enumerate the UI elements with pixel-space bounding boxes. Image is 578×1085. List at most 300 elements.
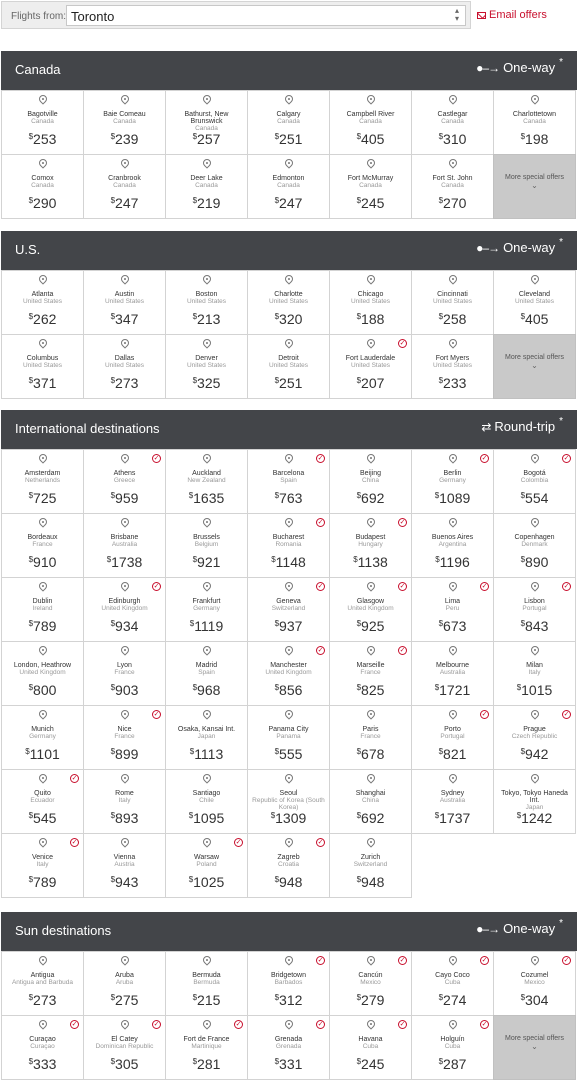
destination-card[interactable] <box>165 641 248 706</box>
destination-country: France <box>114 669 135 676</box>
price-amount: 959 <box>115 490 139 506</box>
currency-symbol: $ <box>192 196 198 205</box>
destination-price <box>330 195 411 211</box>
city-name: Charlottetown <box>512 111 557 118</box>
destination-country: Canada <box>441 182 464 189</box>
section-canada <box>1 51 577 218</box>
destination-card[interactable] <box>165 334 248 399</box>
more-special-offers-button[interactable] <box>493 334 576 399</box>
price-amount: 1148 <box>275 554 306 570</box>
price-amount: 1095 <box>193 810 225 826</box>
currency-symbol: $ <box>435 555 440 564</box>
destination-country: Martinique <box>191 1043 222 1050</box>
destination-city <box>168 111 245 132</box>
location-pin-icon <box>119 157 130 168</box>
price-amount: 273 <box>115 375 139 391</box>
trip-type <box>481 416 563 434</box>
destination-city <box>332 790 409 804</box>
location-pin-icon <box>37 708 48 719</box>
destination-price <box>2 131 83 147</box>
destination-price <box>84 554 165 570</box>
destination-card[interactable] <box>1 1015 84 1080</box>
destination-country: France <box>32 541 53 548</box>
destination-price <box>166 554 247 570</box>
destination-card[interactable] <box>247 641 330 706</box>
destination-card[interactable] <box>165 705 248 770</box>
destination-card[interactable] <box>411 641 494 706</box>
destination-country: France <box>360 669 381 676</box>
destination-country: Dominican Republic <box>95 1043 154 1050</box>
destination-card[interactable] <box>1 270 84 335</box>
destination-city <box>496 972 573 986</box>
destination-card[interactable] <box>165 513 248 578</box>
destination-card[interactable] <box>493 513 576 578</box>
destination-card[interactable] <box>411 1015 494 1080</box>
section-us <box>1 231 577 398</box>
special-offer-icon: ✓ <box>317 455 324 462</box>
price-amount: 207 <box>361 375 385 391</box>
destination-country: Netherlands <box>24 477 61 484</box>
destination-country: United States <box>186 298 227 305</box>
destination-price <box>166 311 247 327</box>
select-arrows-icon: ▴ ▾ <box>454 6 459 23</box>
destination-city <box>4 470 81 484</box>
destination-card[interactable] <box>247 334 330 399</box>
destination-city <box>496 598 573 612</box>
destination-country: Colombia <box>520 477 549 484</box>
email-offers-link[interactable] <box>477 9 547 21</box>
destination-card[interactable] <box>83 1015 166 1080</box>
destination-card[interactable] <box>83 641 166 706</box>
currency-symbol: $ <box>520 555 526 564</box>
destination-city <box>414 470 491 484</box>
location-pin-icon <box>447 772 458 783</box>
price-amount: 1025 <box>193 874 225 890</box>
currency-symbol: $ <box>516 683 522 692</box>
destination-card[interactable] <box>83 90 166 155</box>
destination-city <box>332 726 409 740</box>
more-special-offers-button[interactable] <box>493 154 576 219</box>
destination-country: Republic of Korea (South Korea) <box>252 797 325 811</box>
destination-card[interactable] <box>411 154 494 219</box>
destination-card[interactable] <box>493 90 576 155</box>
destination-country: New Zealand <box>187 477 226 484</box>
destination-price <box>330 1056 411 1072</box>
destination-price <box>330 746 411 762</box>
destination-card[interactable] <box>493 705 576 770</box>
destination-price <box>494 311 575 327</box>
currency-symbol: $ <box>28 683 34 692</box>
destination-price <box>330 874 411 890</box>
destination-card[interactable] <box>329 1015 412 1080</box>
destination-price <box>248 375 329 391</box>
destination-card[interactable] <box>1 577 84 642</box>
destination-price <box>2 682 83 698</box>
destination-card[interactable] <box>83 449 166 514</box>
destination-card[interactable] <box>165 270 248 335</box>
destination-price <box>412 746 493 762</box>
destination-card[interactable] <box>83 334 166 399</box>
destination-card[interactable] <box>165 833 248 898</box>
destination-card[interactable] <box>411 577 494 642</box>
price-amount: 910 <box>33 554 57 570</box>
destination-city <box>4 662 81 676</box>
destination-card[interactable] <box>411 951 494 1016</box>
price-amount: 1113 <box>194 746 224 762</box>
location-pin-icon <box>201 273 212 284</box>
destination-card[interactable] <box>83 951 166 1016</box>
location-pin-icon <box>365 273 376 284</box>
destination-price <box>2 311 83 327</box>
location-pin-icon <box>37 954 48 965</box>
destination-price <box>494 810 575 826</box>
price-amount: 405 <box>361 131 385 147</box>
destination-card[interactable] <box>247 154 330 219</box>
price-amount: 1309 <box>275 810 307 826</box>
currency-symbol: $ <box>110 683 116 692</box>
destination-card[interactable] <box>247 769 330 834</box>
destination-price <box>494 746 575 762</box>
destination-card[interactable] <box>329 705 412 770</box>
currency-symbol: $ <box>356 132 362 141</box>
city-name: Glasgow <box>356 598 385 605</box>
destination-card[interactable] <box>247 577 330 642</box>
currency-symbol: $ <box>438 376 444 385</box>
destination-city <box>332 598 409 612</box>
destination-card[interactable] <box>83 705 166 770</box>
destination-city <box>86 291 163 305</box>
destination-card[interactable] <box>411 769 494 834</box>
destination-card[interactable] <box>1 449 84 514</box>
destination-price <box>166 874 247 890</box>
location-pin-icon <box>119 644 130 655</box>
city-name: Nice <box>117 726 132 733</box>
special-offer-icon: ✓ <box>399 647 406 654</box>
destination-price <box>84 490 165 506</box>
destination-card[interactable] <box>493 641 576 706</box>
destination-card[interactable] <box>411 705 494 770</box>
more-offers-label: More special offers <box>504 174 564 181</box>
city-name: Boston <box>195 291 218 298</box>
special-offer-icon: ✓ <box>563 957 570 964</box>
city-name: Bucharest <box>272 534 305 541</box>
destination-card[interactable] <box>1 705 84 770</box>
destination-card[interactable] <box>1 833 84 898</box>
location-pin-icon <box>283 157 294 168</box>
city-name: Copenhagen <box>514 534 555 541</box>
currency-symbol: $ <box>192 376 198 385</box>
destination-card[interactable] <box>247 513 330 578</box>
price-amount: 554 <box>525 490 549 506</box>
destination-city <box>332 470 409 484</box>
section-header <box>1 912 577 951</box>
currency-symbol: $ <box>356 196 362 205</box>
city-name: Fort de France <box>183 1036 230 1043</box>
location-pin-icon <box>283 1018 294 1029</box>
destination-card[interactable] <box>329 334 412 399</box>
currency-symbol: $ <box>274 683 280 692</box>
destination-card[interactable] <box>329 577 412 642</box>
price-amount: 258 <box>443 311 467 327</box>
special-offer-icon: ✓ <box>481 583 488 590</box>
destination-price <box>248 746 329 762</box>
destination-card[interactable] <box>493 449 576 514</box>
origin-select[interactable] <box>66 5 466 26</box>
destination-card[interactable] <box>83 833 166 898</box>
destination-card[interactable] <box>247 1015 330 1080</box>
destination-card[interactable] <box>83 769 166 834</box>
destination-card[interactable] <box>1 513 84 578</box>
currency-symbol: $ <box>110 132 116 141</box>
destination-country: Mexico <box>524 979 545 986</box>
destination-card[interactable] <box>165 951 248 1016</box>
trip-type-label: One-way <box>503 60 556 75</box>
destination-card[interactable] <box>493 270 576 335</box>
destination-country: Japan <box>197 733 216 740</box>
special-offer-icon: ✓ <box>481 711 488 718</box>
destination-card[interactable] <box>329 951 412 1016</box>
destination-card[interactable] <box>411 90 494 155</box>
destination-price <box>84 375 165 391</box>
price-amount: 1101 <box>29 746 60 762</box>
destination-card[interactable] <box>1 334 84 399</box>
city-name: Amsterdam <box>24 470 61 477</box>
price-amount: 233 <box>443 375 467 391</box>
destination-card[interactable] <box>411 513 494 578</box>
destination-city <box>168 534 245 548</box>
trip-type-label: Round-trip <box>494 419 556 434</box>
destination-price <box>248 992 329 1008</box>
destination-card[interactable] <box>165 769 248 834</box>
location-pin-icon <box>37 580 48 591</box>
location-pin-icon <box>119 836 130 847</box>
destination-price <box>166 375 247 391</box>
location-pin-icon <box>447 157 458 168</box>
location-pin-icon <box>119 452 130 463</box>
destination-price <box>412 618 493 634</box>
price-amount: 673 <box>443 618 467 634</box>
location-pin-icon <box>283 93 294 104</box>
currency-symbol: $ <box>520 619 526 628</box>
from-box <box>1 1 471 29</box>
city-name: Santiago <box>192 790 221 797</box>
currency-symbol: $ <box>274 491 280 500</box>
currency-symbol: $ <box>356 875 362 884</box>
destination-card[interactable] <box>247 705 330 770</box>
currency-symbol: $ <box>28 875 34 884</box>
destination-card[interactable] <box>329 270 412 335</box>
destination-card[interactable] <box>493 769 576 834</box>
price-amount: 948 <box>361 874 385 890</box>
city-name: Madrid <box>195 662 218 669</box>
destination-city <box>250 598 327 612</box>
destination-card[interactable] <box>165 90 248 155</box>
destination-country: Chile <box>199 797 214 804</box>
destination-card[interactable] <box>1 769 84 834</box>
destination-city <box>414 972 491 986</box>
destination-card[interactable] <box>411 334 494 399</box>
destination-city <box>250 175 327 189</box>
destination-card[interactable] <box>247 449 330 514</box>
price-amount: 287 <box>443 1056 467 1072</box>
destination-price <box>2 1056 83 1072</box>
special-offer-icon: ✓ <box>153 583 160 590</box>
destination-city <box>496 790 573 811</box>
city-name: Castlegar <box>437 111 468 118</box>
currency-symbol: $ <box>520 312 526 321</box>
destination-city <box>414 355 491 369</box>
destination-card[interactable] <box>247 90 330 155</box>
special-offer-icon: ✓ <box>153 711 160 718</box>
destination-price <box>248 131 329 147</box>
city-name: Edmonton <box>272 175 305 182</box>
origin-value: Toronto <box>71 9 115 24</box>
price-amount: 279 <box>361 992 385 1008</box>
price-amount: 678 <box>361 746 385 762</box>
destination-card[interactable] <box>329 769 412 834</box>
destination-card[interactable] <box>1 90 84 155</box>
destination-price <box>248 490 329 506</box>
chevron-down-icon: ⌄ <box>531 361 538 370</box>
destination-country: Canada <box>31 118 54 125</box>
destination-city <box>86 534 163 548</box>
location-pin-icon <box>447 580 458 591</box>
price-amount: 934 <box>115 618 139 634</box>
destination-card[interactable] <box>83 577 166 642</box>
price-amount: 843 <box>525 618 549 634</box>
section-title: Sun destinations <box>15 923 112 938</box>
destination-city <box>332 1036 409 1050</box>
destination-price <box>412 1056 493 1072</box>
currency-symbol: $ <box>188 875 194 884</box>
destination-card[interactable] <box>411 449 494 514</box>
destination-card[interactable] <box>329 833 412 898</box>
destination-card[interactable] <box>165 154 248 219</box>
city-name: Lyon <box>117 662 132 669</box>
chevron-down-icon: ⌄ <box>531 181 538 190</box>
destination-card[interactable] <box>165 1015 248 1080</box>
destination-price <box>412 195 493 211</box>
destination-country: Canada <box>113 118 136 125</box>
location-pin-icon <box>283 452 294 463</box>
destination-city <box>250 1036 327 1050</box>
city-name: Geneva <box>276 598 301 605</box>
destination-country: Grenada <box>275 1043 302 1050</box>
price-amount: 821 <box>443 746 467 762</box>
destination-card[interactable] <box>83 270 166 335</box>
currency-symbol: $ <box>274 1057 280 1066</box>
destination-city <box>332 291 409 305</box>
destination-country: Canada <box>359 182 382 189</box>
currency-symbol: $ <box>274 196 280 205</box>
destination-card[interactable] <box>1 951 84 1016</box>
destination-country: Canada <box>31 182 54 189</box>
destination-card[interactable] <box>329 513 412 578</box>
destination-price <box>330 375 411 391</box>
destination-card[interactable] <box>247 833 330 898</box>
special-offer-icon: ✓ <box>235 839 242 846</box>
currency-symbol: $ <box>192 312 198 321</box>
special-offer-icon: ✓ <box>317 957 324 964</box>
destination-card[interactable] <box>247 951 330 1016</box>
currency-symbol: $ <box>106 555 112 564</box>
location-pin-icon <box>201 708 212 719</box>
location-pin-icon <box>447 337 458 348</box>
location-pin-icon <box>365 452 376 463</box>
destination-card[interactable] <box>329 641 412 706</box>
currency-symbol: $ <box>110 1057 116 1066</box>
price-amount: 943 <box>115 874 139 890</box>
destination-card[interactable] <box>411 270 494 335</box>
price-amount: 1721 <box>439 682 471 698</box>
currency-symbol: $ <box>438 196 444 205</box>
destination-card[interactable] <box>493 951 576 1016</box>
city-name: Berlin <box>443 470 462 477</box>
destination-city <box>332 111 409 125</box>
destination-price <box>330 311 411 327</box>
destination-price <box>84 810 165 826</box>
special-offer-icon: ✓ <box>481 957 488 964</box>
city-name: Marseille <box>356 662 385 669</box>
location-pin-icon <box>283 516 294 527</box>
destination-country: Curaçao <box>30 1043 55 1050</box>
currency-symbol: $ <box>516 811 522 820</box>
destination-city <box>86 854 163 868</box>
price-amount: 304 <box>525 992 549 1008</box>
destination-price <box>2 490 83 506</box>
destination-card[interactable] <box>493 577 576 642</box>
destination-card[interactable] <box>1 641 84 706</box>
destination-country: Barbados <box>274 979 303 986</box>
destination-city <box>4 790 81 804</box>
location-pin-icon <box>201 772 212 783</box>
more-special-offers-button[interactable] <box>493 1015 576 1080</box>
destination-country: Australia <box>439 669 466 676</box>
destination-price <box>412 992 493 1008</box>
location-pin-icon <box>283 836 294 847</box>
city-name: Panama City <box>268 726 309 733</box>
location-pin-icon <box>447 1018 458 1029</box>
location-pin-icon <box>365 337 376 348</box>
destination-price <box>330 682 411 698</box>
price-amount: 333 <box>33 1056 57 1072</box>
destination-card[interactable] <box>1 154 84 219</box>
destination-country: Argentina <box>438 541 467 548</box>
location-pin-icon <box>529 954 540 965</box>
destination-price <box>2 746 83 762</box>
destination-card[interactable] <box>165 577 248 642</box>
currency-symbol: $ <box>192 132 198 141</box>
destination-card[interactable] <box>165 449 248 514</box>
price-amount: 800 <box>33 682 57 698</box>
destination-price <box>412 490 493 506</box>
currency-symbol: $ <box>356 993 362 1002</box>
destination-country: United States <box>350 362 391 369</box>
destination-price <box>2 375 83 391</box>
section-title: International destinations <box>15 421 160 436</box>
destination-country: Aruba <box>115 979 134 986</box>
currency-symbol: $ <box>520 491 526 500</box>
destination-card[interactable] <box>329 449 412 514</box>
destination-card[interactable] <box>83 154 166 219</box>
location-pin-icon <box>447 452 458 463</box>
special-offer-icon: ✓ <box>317 839 324 846</box>
destination-city <box>168 291 245 305</box>
destination-card[interactable] <box>247 270 330 335</box>
destination-card[interactable] <box>329 154 412 219</box>
destination-card[interactable] <box>83 513 166 578</box>
destination-card[interactable] <box>329 90 412 155</box>
